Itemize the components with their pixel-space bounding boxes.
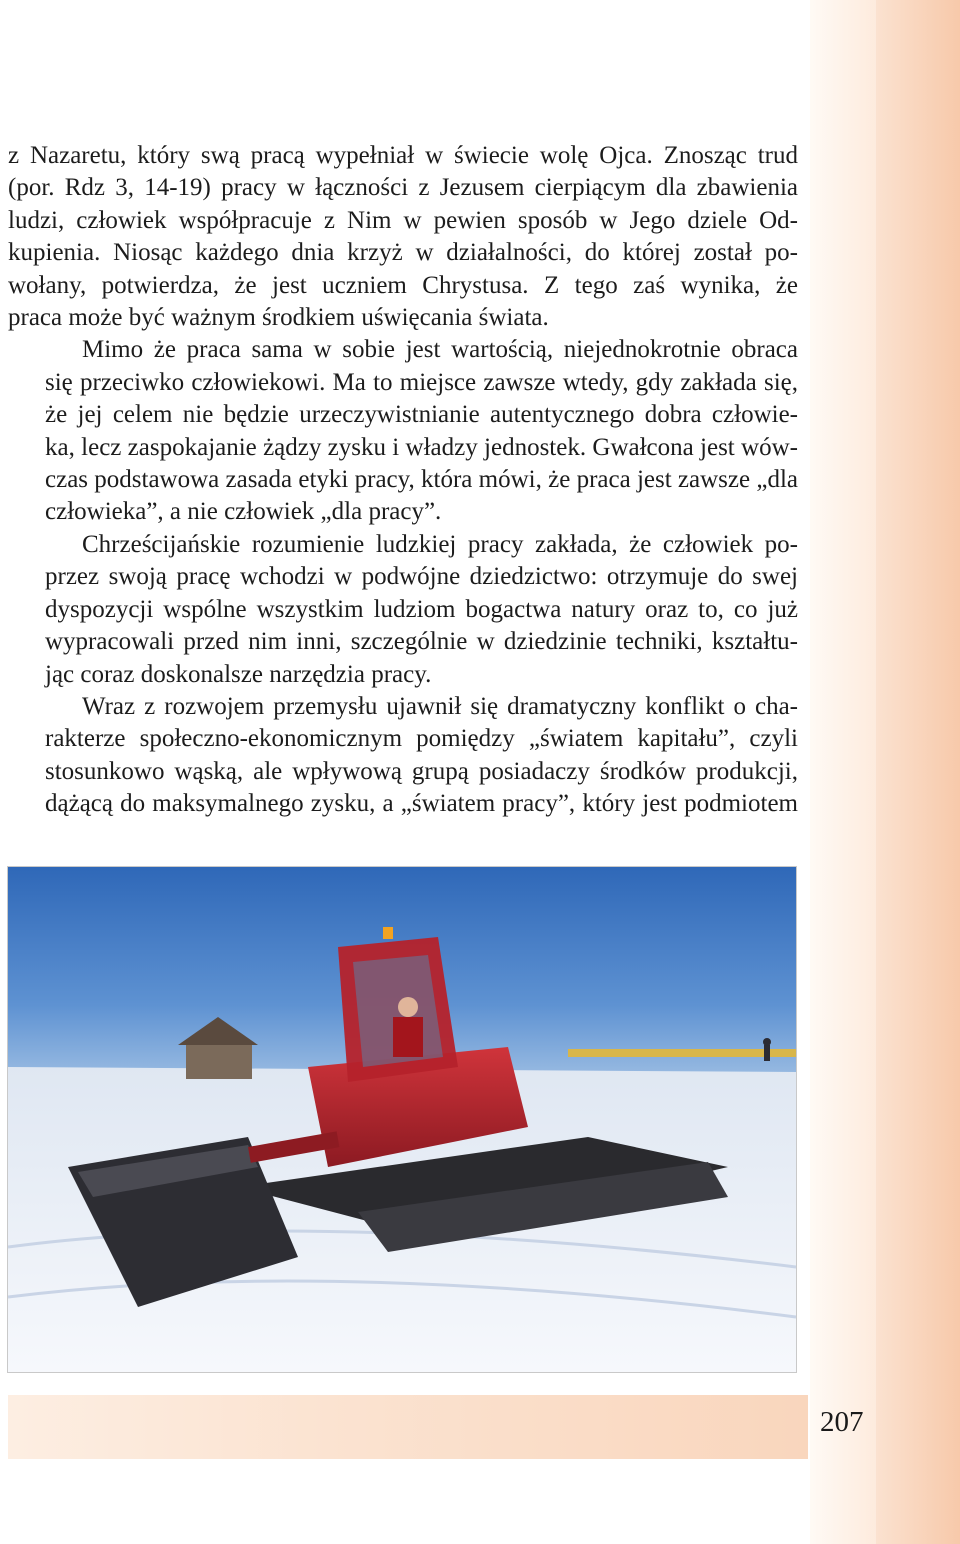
text-line: praca może być ważnym środkiem uświęcania świata. [8, 304, 549, 332]
text-line: wołany, potwierdza, że jest uczniem Chrystusa. Z tego zaś wynika, że [8, 271, 798, 299]
text-line: Wraz z rozwojem przemysłu ujawnił się dramatyczny konflikt o cha- [82, 692, 798, 720]
text-line: ludzi, człowiek współpracuje z Nim w pewien sposób w Jego dziele Od- [8, 206, 798, 234]
text-line: dyspozycji wspólne wszystkim ludziom bogactwa natury oraz to, co już [45, 595, 798, 623]
paragraph-4 [8, 691, 798, 821]
page-number: 207 [820, 1406, 864, 1438]
paragraph-1 [8, 140, 798, 334]
paragraph-2 [8, 334, 798, 528]
footer-band [8, 1395, 808, 1459]
text-line: czas podstawowa zasada etyki pracy, która mówi, że praca jest zawsze „dla [45, 466, 798, 494]
text-line: jąc coraz doskonalsze narzędzia pracy. [45, 660, 432, 688]
text-line: dążącą do maksymalnego zysku, a „światem pracy”, który jest podmiotem [45, 790, 798, 818]
text-line: że jej celem nie będzie urzeczywistnianie autentycznego dobra człowie- [45, 401, 798, 429]
snow-groomer-photo [8, 867, 796, 1372]
text-line: ka, lecz zaspokajanie żądzy zysku i władzy jednostek. Gwałcona jest wów- [45, 433, 798, 461]
text-line: stosunkowo wąską, ale wpływową grupą posiadaczy środków produkcji, [45, 757, 798, 785]
text-line: z Nazaretu, który swą pracą wypełniał w świecie wolę Ojca. Znosząc trud [8, 142, 798, 169]
text-line: przez swoją pracę wchodzi w podwójne dziedzictwo: otrzymuje do swej [45, 563, 798, 591]
paragraph-3 [8, 529, 798, 691]
snow-groomer-illustration [8, 867, 796, 1372]
text-line: człowieka”, a nie człowiek „dla pracy”. [45, 498, 442, 526]
text-line: wypracowali przed nim inni, szczególnie w dziedzinie techniki, kształtu- [45, 628, 798, 656]
text-line: Mimo że praca sama w sobie jest wartością, niejednokrotnie obraca [82, 336, 798, 364]
text-line: (por. Rdz 3, 14-19) pracy w łączności z Jezusem cierpiącym dla zbawienia [8, 174, 798, 202]
decorative-side-band-outer [876, 0, 960, 1544]
text-line: Chrześcijańskie rozumienie ludzkiej pracy zakłada, że człowiek po- [82, 530, 798, 558]
text-line: rakterze społeczno-ekonomicznym pomiędzy „światem kapitału”, czyli [45, 725, 798, 753]
text-line: kupienia. Niosąc każdego dnia krzyż w działalności, do której został po- [8, 239, 798, 267]
body-text [8, 140, 798, 821]
text-line: się przeciwko człowiekowi. Ma to miejsce zawsze wtedy, gdy zakłada się, [45, 368, 798, 396]
